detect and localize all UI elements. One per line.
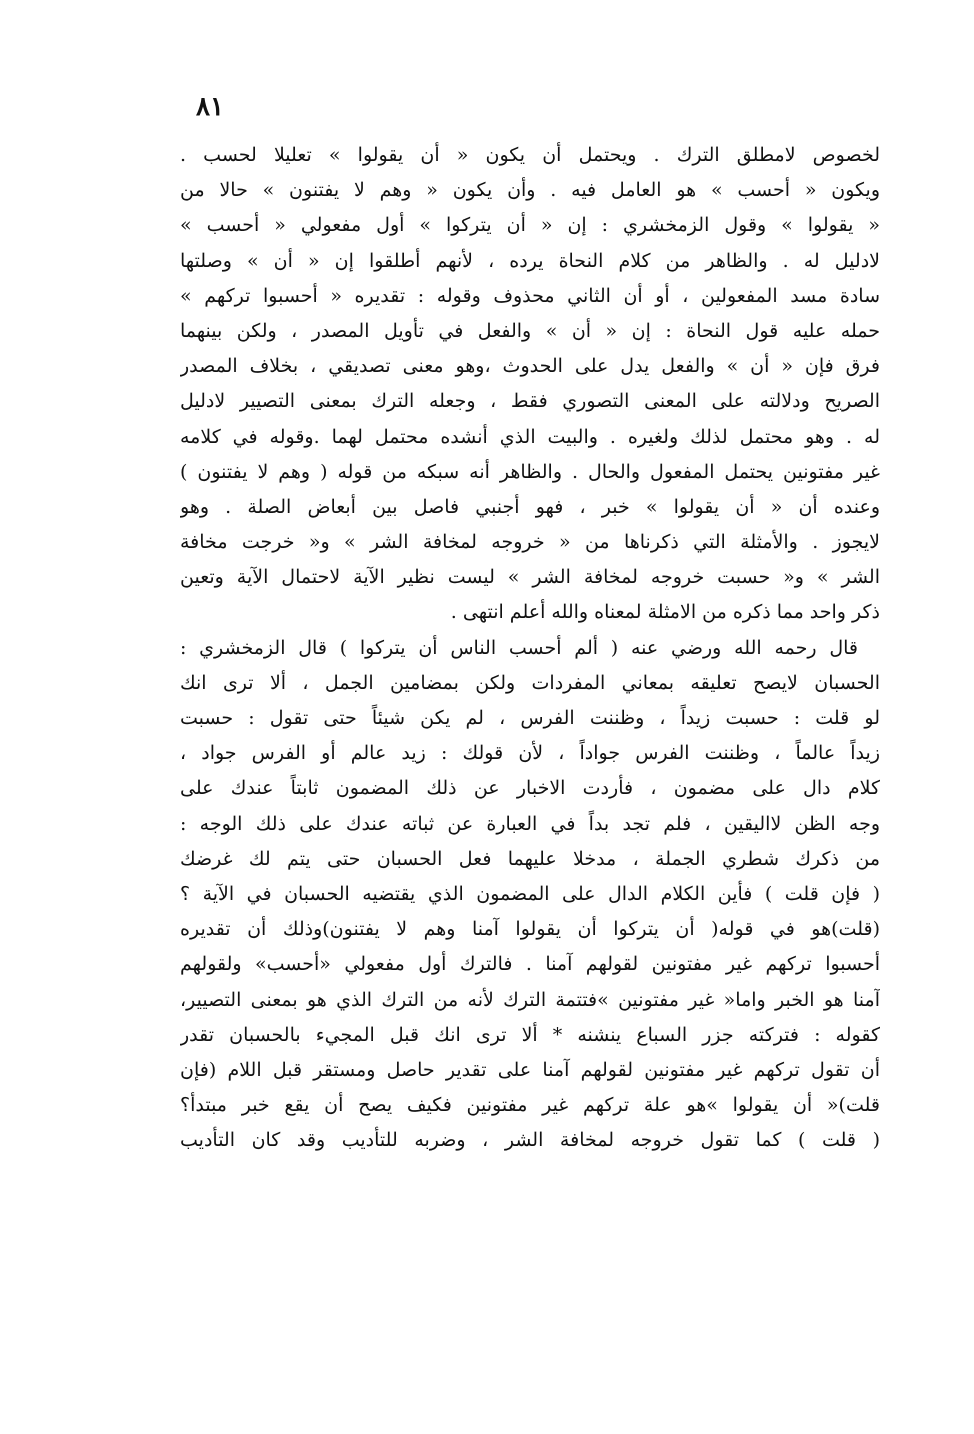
text-line: أحسبوا تركهم غير مفتونين لقولهم آمنا . فالترك أول مفعولي «أحسب» ولقولهم (180, 953, 880, 976)
text-line: الصريح ودلالته على المعنى التصوري فقط ، وجعله الترك بمعنى التصيير لادليل (180, 390, 880, 413)
text-line: ( قلت ) كما تقول خروجه لمخافة الشر ، وضربه للتأديب وقد كان التأديب (180, 1129, 880, 1152)
text-line: « يقولوا » وقول الزمخشري : إن « أن يتركوا » أول مفعولي « أحسب » (180, 214, 880, 237)
text-line: ذكر واحد مما ذكره من الامثلة لمعناه والله أعلم انتهى . (450, 601, 880, 624)
text-line: له . وهو محتمل لذلك ولغيره . والبيت الذي أنشده محتمل لهما .وقوله في كلامه (180, 425, 880, 448)
text-line: (قلت)هو في قوله( أن يتركوا أن يقولوا آمنا وهم لا يفتنون)وذلك أن تقديره (180, 918, 880, 941)
text-line: وعنده أن « أن يقولوا » خبر ، فهو أجنبي فاصل بين أبعاض الصلة . وهو (180, 495, 880, 518)
page-number: ٨١ (196, 92, 224, 122)
text-line: الشر » و« حسبت خروجه لمخافة الشر » ليست نظير الآية لاحتمال الآية وتعين (180, 566, 880, 589)
text-line: غير مفتونين يحتمل المفعول والحال . والظاهر أنه سبكه من قوله ( وهم لا يفتنون ) (180, 460, 880, 483)
text-line: من ذكرك شطري الجملة ، مدخلا عليهما فعل الحسبان حتى يتم لك غرضك (180, 847, 880, 870)
text-line: الحسبان لايصح تعليقه بمعاني المفردات ولكن بمضامين الجمل ، ألا ترى انك (180, 671, 880, 694)
text-line: قلت)« أن يقولوا »هو علة تركهم غير مفتونين فكيف يصح أن يقع خبر مبتدأ؟ (180, 1094, 880, 1117)
text-line: كلام دال على مضمون ، فأردت الاخبار عن ذلك المضمون ثابتاً عندك على (180, 777, 880, 800)
text-line: فرق فإن « أن » والفعل يدل على الحدوث ،وهو معنى تصديقي ، بخلاف المصدر (180, 355, 880, 378)
text-line: سادة مسد المفعولين ، أو أن الثاني محذوف وقوله : تقديره « أحسبوا تركهم » (180, 284, 880, 307)
text-line: أن تقول تركهم غير مفتونين لقولهم آمنا على تقدير حاصل ومستقر قبل اللام (فإن (180, 1058, 880, 1081)
text-line: لادليل له . والظاهر من كلام النحاة يرده ، لأنهم أطلقوا إن « أن » وصلتها (180, 249, 880, 272)
text-line: لايجوز . والأمثلة التي ذكرناها من « خروجه لمخافة الشر » و« خرجت مخافة (180, 531, 880, 554)
text-line: كقوله : فتركته جزر السباع ينشنه * ألا ترى انك قبل المجيء بالحسبان تقدر (180, 1023, 880, 1046)
body-text (180, 138, 880, 1158)
text-line: لخصوص لامطلق الترك . ويحتمل أن يكون « أن يقولوا » تعليلا لحسب . (180, 144, 880, 166)
text-line: ( فإن قلت ) فأين الكلام الدال على المضمون الذي يقتضيه الحسبان في الآية ؟ (180, 882, 880, 905)
text-line: وجه الظن لااليقين ، فلم تجد بداً في العبارة عن ثباته عندك على ذلك الوجه : (180, 812, 880, 835)
text-line: لو قلت : حسبت زيداً ، وظننت الفرس ، لم يكن شيئاً حتى تقول : حسبت (180, 707, 880, 729)
text-line: حمله عليه قول النحاة : إن « أن » والفعل في تأويل المصدر ، ولكن بينهما (180, 319, 880, 342)
text-line: ويكون « أحسب » هو العامل فيه . وأن يكون « وهم لا يفتنون » حالا من (180, 179, 880, 202)
text-line: زيداً عالماً ، وظننت الفرس جواداً ، لأن قولك : زيد عالم أو الفرس جواد ، (180, 742, 880, 765)
text-line: آمنا هو الخبر واما« غير مفتونين »فتتمة الترك لأنه من الترك الذي هو بمعنى التصيير، (180, 988, 880, 1011)
text-line: قال رحمه الله ورضي عنه ( ألم أحسب الناس أن يتركوا ) قال الزمخشري : (180, 636, 858, 659)
